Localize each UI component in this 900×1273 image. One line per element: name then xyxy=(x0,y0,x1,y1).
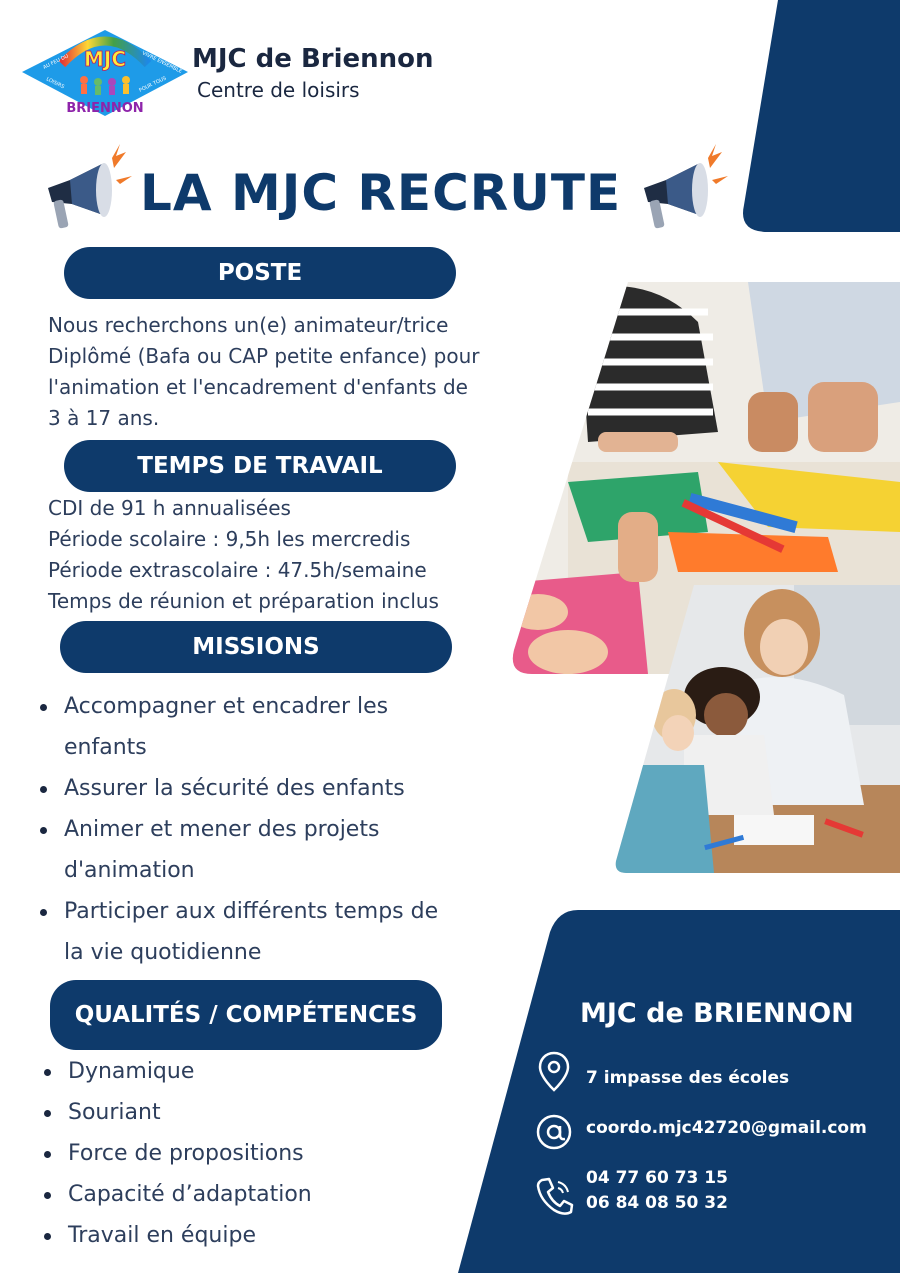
svg-text:VIVRE ENSEMBLE: VIVRE ENSEMBLE xyxy=(141,50,183,75)
children-photo xyxy=(614,585,900,873)
list-item-continuation: d'animation xyxy=(64,858,195,883)
temps-line: CDI de 91 h annualisées xyxy=(48,496,291,520)
list-item: Accompagner et encadrer les xyxy=(38,686,508,727)
svg-text:POUR TOUS: POUR TOUS xyxy=(138,75,168,94)
temps-text xyxy=(48,493,439,617)
section-title-temps: TEMPS DE TRAVAIL xyxy=(64,440,456,492)
section-title-qualites: QUALITÉS / COMPÉTENCES xyxy=(50,980,442,1050)
contact-phone-1[interactable]: 04 77 60 73 15 xyxy=(586,1168,728,1188)
svg-text:LOISIRS: LOISIRS xyxy=(45,76,66,91)
contact-address: 7 impasse des écoles xyxy=(586,1068,790,1088)
headline: LA MJC RECRUTE xyxy=(140,164,622,222)
list-item-continuation: enfants xyxy=(64,735,147,760)
section-title-poste: POSTE xyxy=(64,247,456,299)
poste-line: l'animation et l'encadrement d'enfants de xyxy=(48,375,468,399)
poste-line: Nous recherchons un(e) animateur/trice xyxy=(48,313,449,337)
megaphone-icon xyxy=(40,136,132,236)
svg-text:AU FEU DU: AU FEU DU xyxy=(42,53,70,71)
list-item: Travail en équipe xyxy=(42,1215,462,1256)
contact-panel xyxy=(458,910,900,1273)
missions-list xyxy=(38,686,508,973)
temps-line: Temps de réunion et préparation inclus xyxy=(48,589,439,613)
list-item: Animer et mener des projets xyxy=(38,809,508,850)
svg-text:BRIENNON: BRIENNON xyxy=(66,101,144,116)
list-item: Capacité d’adaptation xyxy=(42,1174,462,1215)
location-pin-icon xyxy=(534,1050,574,1094)
megaphone-icon xyxy=(636,136,728,236)
poste-line: Diplômé (Bafa ou CAP petite enfance) pour xyxy=(48,344,480,368)
poste-text xyxy=(48,310,480,434)
temps-line: Période extrascolaire : 47.5h/semaine xyxy=(48,558,427,582)
contact-email[interactable]: coordo.mjc42720@gmail.com xyxy=(586,1118,867,1138)
list-item: Force de propositions xyxy=(42,1133,462,1174)
brand-subtitle: Centre de loisirs xyxy=(197,78,360,102)
corner-decoration xyxy=(738,0,900,232)
qualites-list xyxy=(42,1051,462,1256)
at-sign-icon xyxy=(534,1110,574,1154)
mjc-logo xyxy=(22,24,188,120)
list-item: Dynamique xyxy=(42,1051,462,1092)
contact-phone-2[interactable]: 06 84 08 50 32 xyxy=(586,1193,728,1213)
phone-icon xyxy=(534,1174,574,1218)
brand-name: MJC de Briennon xyxy=(192,44,434,74)
list-item: Participer aux différents temps de xyxy=(38,891,508,932)
svg-text:MJC: MJC xyxy=(83,47,127,71)
list-item-continuation: la vie quotidienne xyxy=(64,940,262,965)
section-title-missions: MISSIONS xyxy=(60,621,452,673)
list-item: Assurer la sécurité des enfants xyxy=(38,768,508,809)
list-item: Souriant xyxy=(42,1092,462,1133)
contact-title: MJC de BRIENNON xyxy=(580,998,854,1029)
temps-line: Période scolaire : 9,5h les mercredis xyxy=(48,527,411,551)
poste-line: 3 à 17 ans. xyxy=(48,406,160,430)
